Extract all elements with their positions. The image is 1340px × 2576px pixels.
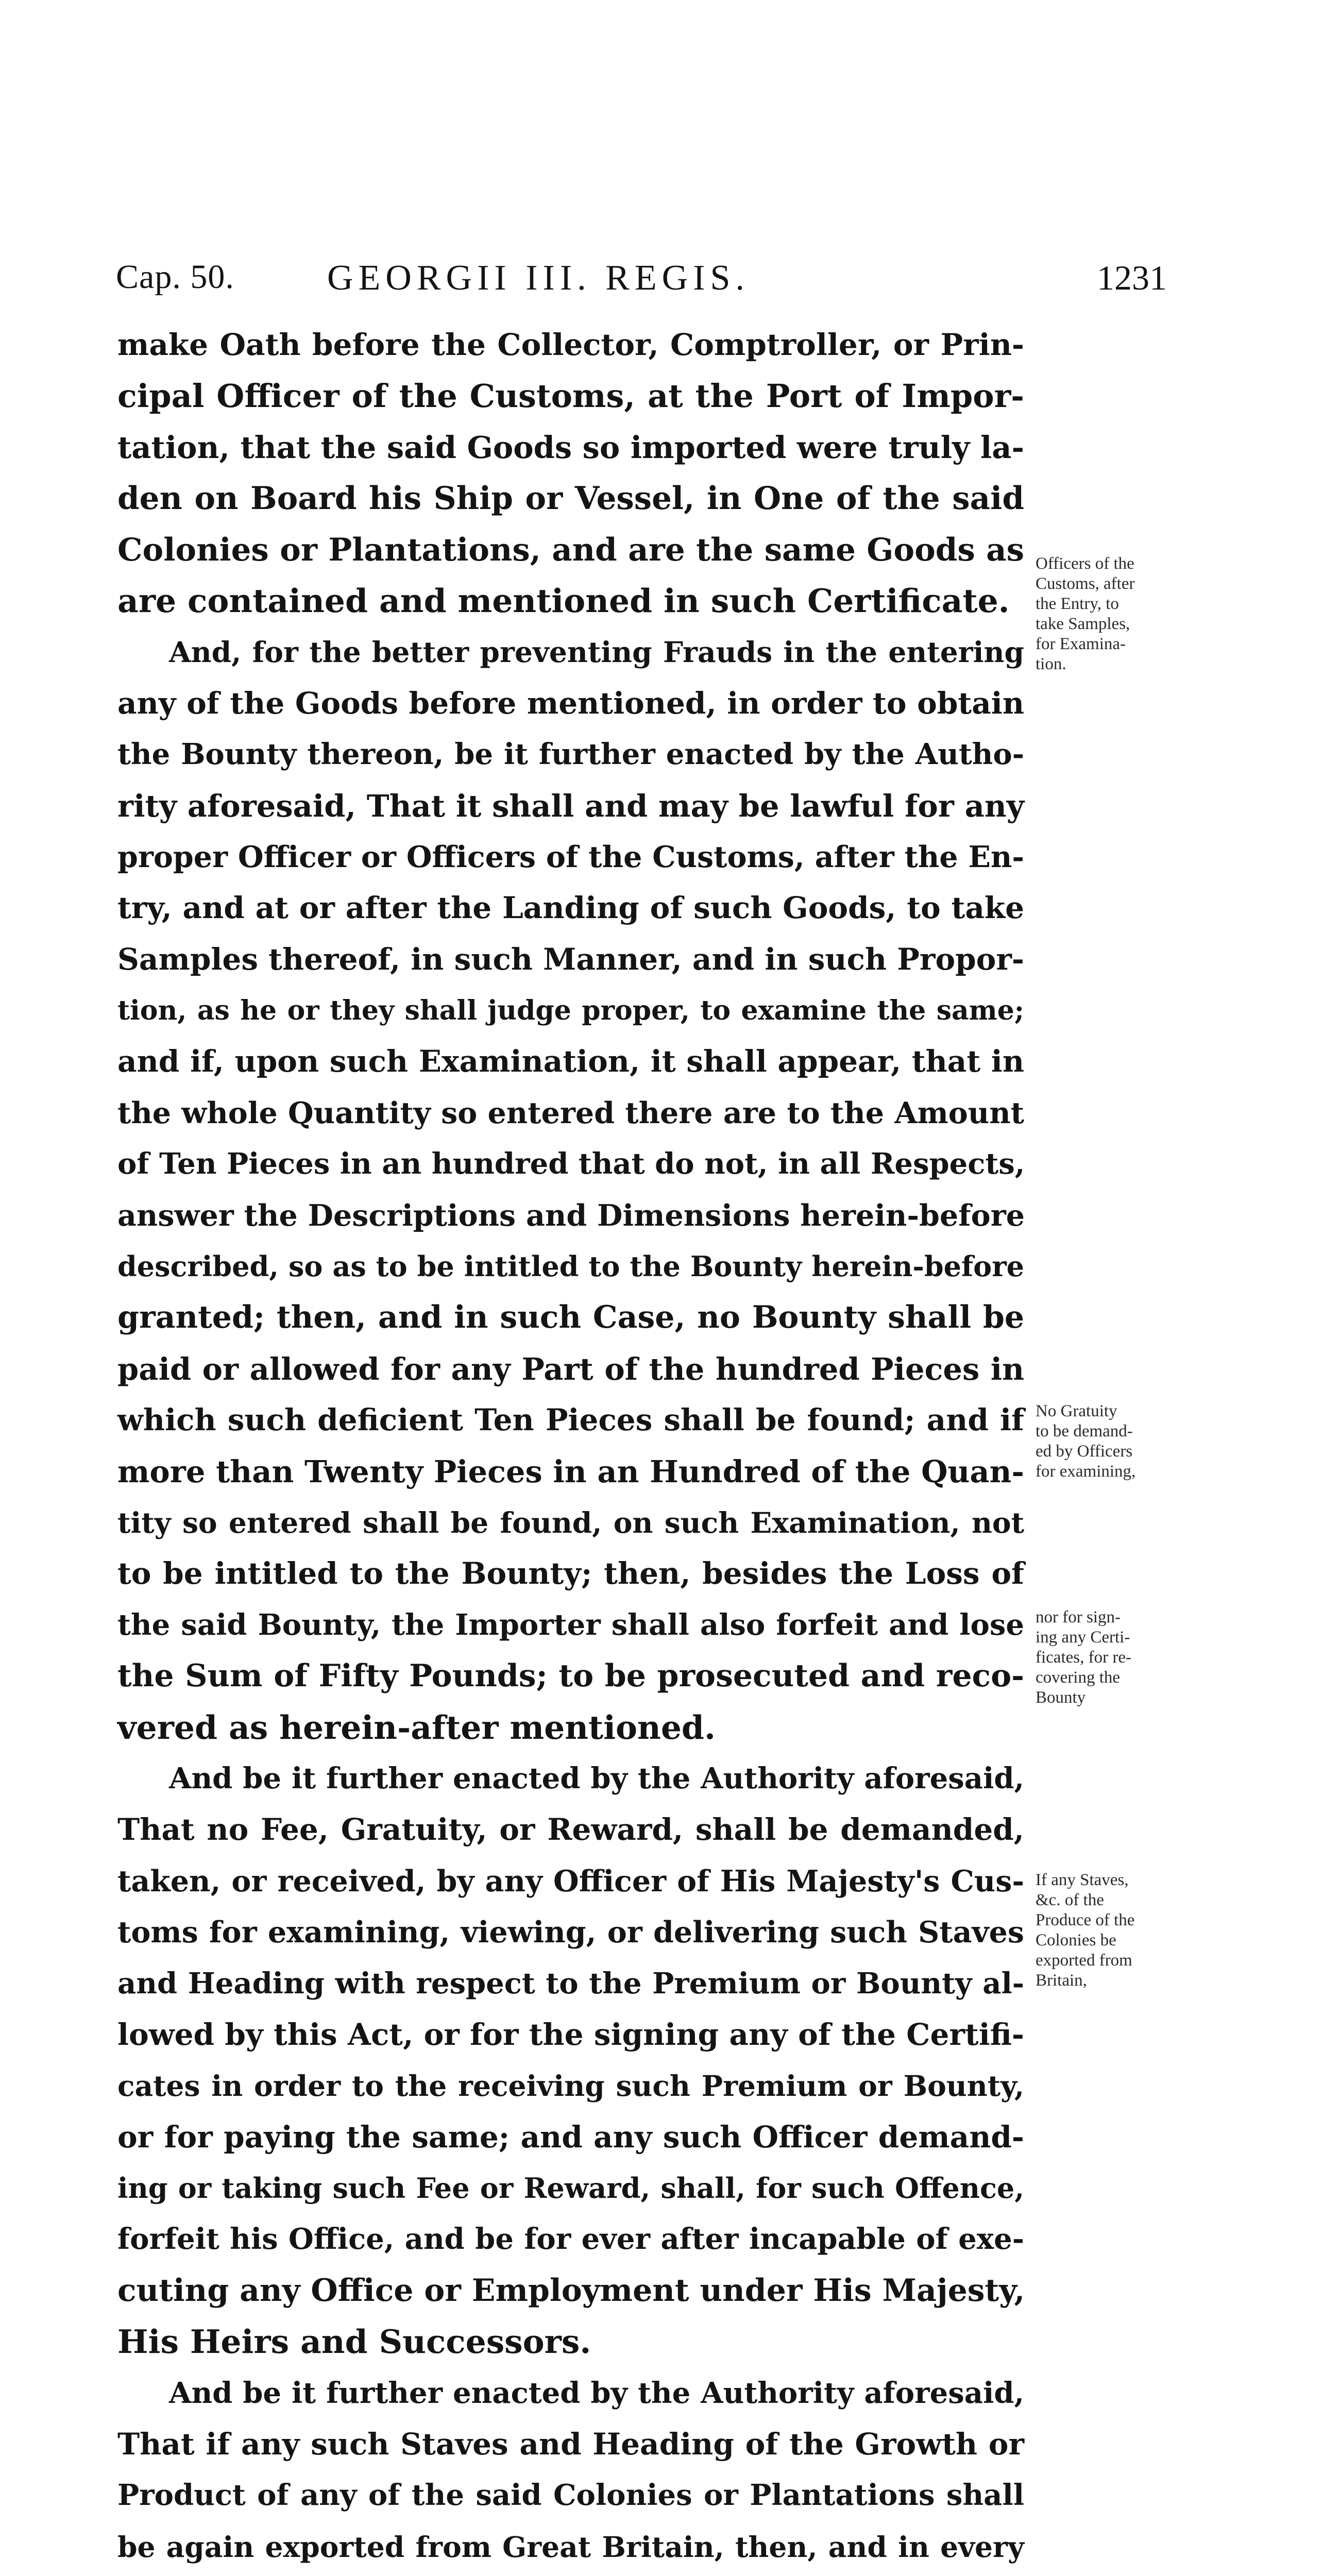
- margin-note-line: If any Staves,: [1036, 1871, 1129, 1889]
- text-line: and Heading with respect to the Premium or Bounty al-: [117, 1966, 1024, 2001]
- text-line: or for paying the same; and any such Officer demand-: [117, 2119, 1024, 2155]
- margin-note-line: take Samples,: [1036, 615, 1130, 633]
- text-line: make Oath before the Collector, Comptroller, or Prin-: [117, 327, 1024, 362]
- margin-note-line: Bounty: [1036, 1688, 1086, 1707]
- text-line: which such deficient Ten Pieces shall be found; and if: [117, 1402, 1024, 1438]
- text-line: That no Fee, Gratuity, or Reward, shall be demanded,: [117, 1812, 1024, 1848]
- text-line: forfeit his Office, and be for ever after incapable of exe-: [117, 2222, 1024, 2257]
- margin-note-line: covering the: [1036, 1668, 1121, 1687]
- text-line: den on Board his Ship or Vessel, in One of the said: [117, 480, 1024, 517]
- text-line: of Ten Pieces in an hundred that do not, in all Respects,: [117, 1147, 1025, 1181]
- margin-note-line: No Gratuity: [1036, 1402, 1117, 1420]
- margin-note-line: Officers of the: [1036, 554, 1134, 573]
- text-line: cuting any Office or Employment under His Majesty,: [117, 2272, 1025, 2309]
- text-line: granted; then, and in such Case, no Bounty shall be: [117, 1299, 1024, 1336]
- margin-note-line: Customs, after: [1036, 574, 1135, 593]
- margin-note-line: ing any Certi-: [1036, 1628, 1130, 1647]
- margin-note-line: &c. of the: [1036, 1891, 1104, 1909]
- text-line: paid or allowed for any Part of the hundred Pieces in: [117, 1351, 1024, 1387]
- margin-note-line: to be demand-: [1036, 1422, 1133, 1440]
- text-line: to be intitled to the Bounty; then, besides the Loss of: [117, 1556, 1024, 1591]
- margin-note-line: the Entry, to: [1036, 595, 1119, 613]
- margin-note-line: Produce of the: [1036, 1911, 1135, 1929]
- text-line: the said Bounty, the Importer shall also forfeit and lose: [117, 1607, 1024, 1642]
- margin-note-line: for Examina-: [1036, 635, 1126, 653]
- text-line: more than Twenty Pieces in an Hundred of the Quan-: [117, 1453, 1024, 1489]
- text-line: ing or taking such Fee or Reward, shall, for such Offence,: [117, 2172, 1024, 2205]
- text-line: try, and at or after the Landing of such Goods, to take: [117, 890, 1024, 926]
- page-number: 1231: [1097, 258, 1167, 297]
- text-line: the Sum of Fifty Pounds; to be prosecuted and reco-: [117, 1658, 1024, 1694]
- paragraph-start-line: And, for the better preventing Frauds in the entering: [169, 635, 1024, 669]
- text-line: vered as herein-after mentioned.: [117, 1708, 716, 1747]
- margin-note-line: Colonies be: [1036, 1931, 1116, 1950]
- text-line: cates in order to the receiving such Premium or Bounty,: [117, 2069, 1024, 2103]
- text-line: rity aforesaid, That it shall and may be lawful for any: [117, 788, 1024, 824]
- margin-note-line: Britain,: [1036, 1971, 1087, 1990]
- text-line: the Bounty thereon, be it further enacted by the Autho-: [117, 737, 1024, 772]
- text-line: answer the Descriptions and Dimensions herein-before: [117, 1198, 1025, 1233]
- text-line: proper Officer or Officers of the Customs, after the En-: [117, 839, 1024, 874]
- text-line: Colonies or Plantations, and are the same Goods as: [117, 531, 1024, 568]
- paragraph-start-line: And be it further enacted by the Authority aforesaid,: [169, 2376, 1024, 2410]
- margin-note-officers-samples: [1036, 554, 1206, 674]
- text-line: described, so as to be intitled to the Bounty herein-before: [117, 1250, 1024, 1283]
- chapter-number: Cap. 50.: [116, 258, 234, 296]
- margin-note-line: ficates, for re-: [1036, 1648, 1131, 1667]
- margin-note-line: for examining,: [1036, 1462, 1136, 1481]
- text-line: taken, or received, by any Officer of His Majesty's Cus-: [117, 1863, 1024, 1899]
- text-line: That if any such Staves and Heading of the Growth or: [117, 2427, 1024, 2462]
- paragraph-start-line: And be it further enacted by the Authority aforesaid,: [169, 1761, 1024, 1795]
- text-line: any of the Goods before mentioned, in order to obtain: [117, 685, 1024, 721]
- margin-note-staves-exported: [1036, 1870, 1206, 1991]
- text-line: toms for examining, viewing, or delivering such Staves: [117, 1915, 1024, 1950]
- text-line: tion, as he or they shall judge proper, to examine the same;: [117, 995, 1024, 1027]
- text-line: cipal Officer of the Customs, at the Port of Impor-: [117, 377, 1024, 415]
- text-line: tity so entered shall be found, on such Examination, not: [117, 1505, 1024, 1539]
- text-line: and if, upon such Examination, it shall appear, that in: [117, 1044, 1024, 1079]
- margin-note-line: exported from: [1036, 1951, 1132, 1970]
- running-head: [116, 258, 1167, 314]
- text-line: the whole Quantity so entered there are to the Amount: [117, 1095, 1024, 1130]
- text-line: tation, that the said Goods so imported were truly la-: [117, 429, 1024, 465]
- text-line: Product of any of the said Colonies or Plantations shall: [117, 2478, 1024, 2513]
- statute-body: [117, 319, 1024, 2576]
- running-title: GEORGII III. REGIS.: [327, 258, 750, 298]
- text-line: [117, 2572, 1024, 2576]
- text-line: Samples thereof, in such Manner, and in such Propor-: [117, 941, 1024, 977]
- margin-note-line: ed by Officers: [1036, 1442, 1133, 1461]
- margin-note-certificates: [1036, 1607, 1206, 1708]
- text-line: lowed by this Act, or for the signing any of the Certifi-: [117, 2016, 1024, 2052]
- text-line: His Heirs and Successors.: [117, 2323, 591, 2361]
- margin-note-line: tion.: [1036, 655, 1066, 673]
- margin-note-no-gratuity: [1036, 1401, 1206, 1482]
- text-line: are contained and mentioned in such Certificate.: [117, 581, 1010, 620]
- text-line: be again exported from Great Britain, then, and in every: [117, 2530, 1024, 2564]
- margin-note-line: nor for sign-: [1036, 1608, 1121, 1626]
